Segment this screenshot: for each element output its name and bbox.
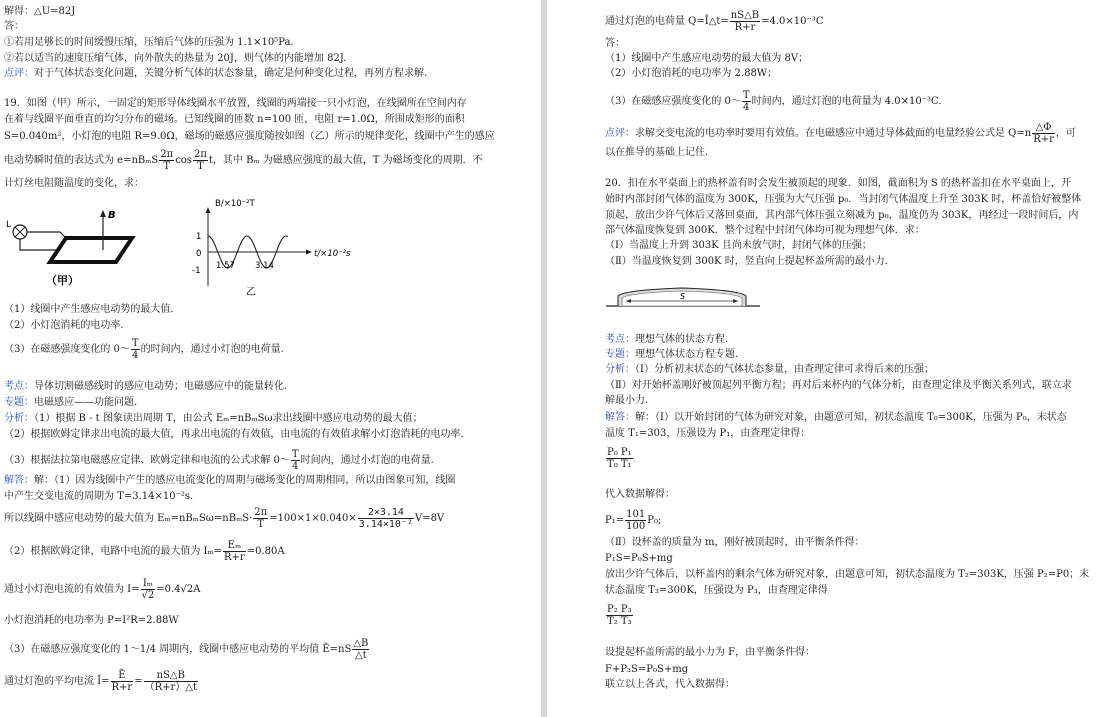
zhuanti-line	[605, 349, 738, 361]
text: 导体切割磁感线时的感应电动势；电磁感应中的能量转化.	[34, 381, 288, 392]
text: 时间内，通过灯泡的电荷量为 4.0×10⁻³C.	[751, 96, 942, 107]
jieda-line: （Ⅱ）设杯盖的质量为 m，刚好被顶起时，由平衡条件得：	[605, 537, 865, 548]
tag: 解答：	[4, 475, 34, 486]
fraction	[111, 670, 134, 693]
denominator: （R+r）△t	[144, 682, 198, 693]
comment-text: 对于气体状态变化问题，关键分析气体的状态参量，确定是何种变化过程，再列方程求解.	[34, 68, 428, 79]
text: （Ⅰ）分析初末状态的气体状态参量，由查理定律可求得后来的压强；	[635, 364, 934, 375]
text: 通过灯泡的平均电流 Ī=	[4, 676, 110, 687]
fraction	[606, 604, 633, 627]
text: （3）根据法拉第电磁感应定律、欧姆定律和电流的公式求解 0～	[4, 455, 290, 466]
denominator: R+r	[734, 22, 756, 33]
comment-tag: 点评：	[4, 68, 34, 79]
text: 电动势瞬时值的表达式为 e=nBₘS	[4, 155, 159, 166]
denominator: R+r	[1033, 134, 1054, 145]
comment-line: 以在推导的基础上记住.	[605, 147, 709, 158]
jieda-line	[605, 412, 1067, 424]
b-label: B	[108, 210, 116, 221]
denominator: T	[257, 519, 265, 530]
denominator: 4	[132, 350, 139, 361]
denominator: △t	[354, 650, 367, 661]
text: 解：（1）因为线圈中产生的感应电流变化的周期与磁场变化的周期相同，所以由图象可知，线圈	[34, 475, 456, 486]
question-line: 计灯丝电阻随温度的变化，求：	[4, 178, 144, 189]
text: 通过灯泡的电荷量 Q=Ī△t=	[605, 16, 729, 27]
fraction	[742, 90, 751, 113]
fenxi-line	[4, 449, 434, 472]
equation-line	[4, 578, 201, 601]
numerator: 2π	[193, 149, 207, 160]
tag: 考点：	[605, 334, 635, 345]
numerator: nS△B	[144, 670, 198, 682]
jieda-line: 联立以上各式，代入数据得：	[605, 679, 735, 690]
fraction	[352, 638, 369, 661]
text: 解：（Ⅰ）以开始封闭的气体为研究对象，由题意可知，初状态温度 T₀=300K，压强为 P₀，末状态	[635, 412, 1067, 423]
text: P₀;	[647, 515, 662, 526]
lamp-label: L	[6, 220, 12, 230]
text: =0.4√2A	[156, 584, 201, 595]
fraction	[193, 149, 208, 172]
denominator: 100	[626, 521, 646, 532]
jieda-line: 中产生交变电流的周期为 T=3.14×10⁻²s.	[4, 491, 194, 502]
b-arrowhead	[100, 210, 106, 217]
text: ，可	[1055, 128, 1076, 139]
equation-line	[4, 638, 370, 661]
subquestion: （2）小灯泡消耗的电功率.	[4, 320, 124, 331]
fenxi-line: （2）根据欧姆定律求出电流的最大值，再求出电流的有效值，由电流的有效值求解小灯泡消耗的电功率.	[4, 429, 464, 440]
right-page	[548, 0, 1119, 717]
text: 所以线圈中感应电动势的最大值为 Eₘ=nBₘSω=nBₘS·	[4, 513, 253, 524]
figure-cup-lid	[604, 276, 764, 316]
jieda-line: 设提起杯盖所需的最小力为 F，由平衡条件得：	[605, 647, 816, 658]
tag: 分析：	[605, 364, 635, 375]
fraction	[291, 449, 300, 472]
area-label: S	[680, 292, 686, 301]
fraction	[606, 447, 633, 470]
tag: 考点：	[4, 381, 34, 392]
denominator: T	[197, 161, 204, 172]
text: t，其中 Bₘ 为磁感应强度的最大值，T 为磁场变化的周期．不	[208, 155, 483, 166]
denominator: √2	[141, 590, 155, 601]
text: 的时间内，通过小灯泡的电荷量.	[140, 344, 284, 355]
question-line: S=0.040m²，小灯泡的电阻 R=9.0Ω，磁场的磁感应强度随按如图（乙）所示的规律变化，线圈中产生的感应	[4, 131, 495, 142]
jieda-line: 温度 T₁=303，压强设为 P₁，由查理定律得：	[605, 428, 811, 439]
x-axis-label: t/×10⁻²s	[314, 249, 351, 259]
numerator: nS△B	[730, 10, 760, 21]
tick-label: 3.14	[255, 261, 274, 271]
tag: 专题：	[605, 349, 635, 360]
tick-label: 0	[196, 249, 202, 259]
tick-label: 1	[196, 232, 202, 242]
text: 理想气体状态方程专题.	[635, 349, 739, 360]
question-line: 在着与线圈平面垂直的均匀分布的磁场。已知线圈的匝数 n=100 匝，电阻 r=1.0Ω，所围成矩形的面积	[4, 114, 465, 125]
text: （2）根据欧姆定律，电路中电流的最大值为 Iₘ=	[4, 546, 223, 557]
question-line: 顶起，放出少许气体后又落回桌面，其内部气体压强立刻减为 p₀，温度仍为 303K，再经过一段时间后，内	[605, 210, 1079, 221]
y-axis-label: B/×10⁻²T	[215, 199, 255, 209]
denominator: T₀ T₁	[607, 459, 632, 470]
numerator: Iₘ	[141, 578, 156, 590]
denominator: T₂ T₃	[607, 616, 632, 627]
text: V=8V	[414, 513, 445, 524]
subquestion: （1）线圈中产生感应电动势的最大值.	[4, 304, 174, 315]
numerator: Eₘ	[223, 540, 246, 552]
fraction	[358, 507, 414, 530]
coil-frame	[50, 238, 132, 262]
numerator: 2π	[254, 507, 268, 518]
fraction	[141, 578, 156, 601]
text: （3）在磁感强度变化的 0～	[4, 344, 130, 355]
text: （3）在磁感应强度变化的 1～1/4 周期内，线圈中感应电动势的平均值 Ē=nS	[4, 644, 352, 655]
numerator: T	[291, 449, 299, 460]
fraction	[159, 149, 174, 172]
jieda-line	[4, 475, 455, 487]
fraction	[223, 540, 246, 563]
numerator: 2π	[160, 149, 174, 160]
text-line	[605, 90, 942, 113]
fraction	[730, 10, 760, 33]
numerator: 101	[626, 509, 646, 520]
page-divider	[541, 0, 547, 717]
numerator: △B	[353, 638, 369, 649]
denominator: 4	[292, 461, 299, 472]
equation-line: F+P₃S=P₀S+mg	[605, 664, 689, 675]
equation-line	[605, 604, 634, 627]
left-page	[0, 0, 540, 717]
equation-line	[605, 447, 634, 470]
text: （1）根据 B - t 图象读出周期 T，由公式 Eₘ=nBₘSω求出线圈中感应电动势的最大值；	[34, 413, 423, 424]
denominator: 3.14×10⁻²	[358, 519, 413, 530]
equation-line	[4, 507, 444, 530]
x-axis-arrow	[306, 250, 312, 255]
kaodian-line	[4, 381, 287, 393]
fraction	[1032, 122, 1055, 145]
numerator: T	[131, 338, 139, 349]
text-line: （1）线圈中产生感应电动势的最大值为 8V；	[605, 53, 809, 64]
fenxi-line	[605, 364, 934, 376]
numerator: P₀ P₁	[607, 447, 632, 458]
figure-jia	[4, 200, 154, 290]
tag: 解答：	[605, 412, 635, 423]
comment-line	[4, 68, 427, 80]
fenxi-line: 解最小力.	[605, 395, 649, 406]
numerator: △Φ	[1032, 122, 1055, 134]
text: 求解交变电流的电功率时要用有效值。在电磁感应中通过导体截面的电量经验公式是 Q=n	[635, 128, 1032, 139]
fraction	[131, 338, 140, 361]
subquestion	[4, 338, 284, 361]
figure-caption: （甲）	[46, 274, 79, 287]
numerator: 2×3.14	[358, 507, 414, 519]
question-line: 19．如图（甲）所示，一固定的矩形导体线圈水平放置，线圈的两端接一只小灯泡，在线圈所在空间内存	[4, 98, 467, 109]
zhuanti-line	[4, 397, 137, 409]
numerator: Ē	[111, 670, 134, 682]
equation-line: 小灯泡消耗的电功率为 P=I²R=2.88W	[4, 615, 179, 626]
tag: 专题：	[4, 397, 34, 408]
equation-line	[4, 670, 199, 693]
jieda-line: 放出少许气体后，以杯盖内的剩余气体为研究对象，由题意可知，初状态温度为 T₂=303K，压强 P₂=P0；末	[605, 569, 1090, 580]
fraction	[625, 509, 646, 532]
equation-line	[605, 10, 823, 33]
denominator: 4	[743, 102, 750, 113]
denominator: T	[163, 161, 171, 172]
text: P₁=	[605, 515, 625, 526]
numerator: T	[742, 90, 750, 101]
tag: 点评：	[605, 128, 635, 139]
text: 时间内，通过小灯泡的电荷量.	[300, 455, 434, 466]
y-axis-arrow	[206, 207, 211, 213]
figure-yi-graph	[184, 194, 364, 298]
jieda-line: 状态温度 T₃=300K，压强设为 P₃，由查理定律得	[605, 585, 828, 596]
question-line: （Ⅰ）当温度上升到 303K 且尚未放气时，封闭气体的压强；	[605, 240, 872, 251]
text: 电磁感应——功能问题.	[34, 397, 138, 408]
numerator: P₂ P₃	[607, 604, 632, 615]
fraction	[253, 507, 268, 530]
tag: 分析：	[4, 413, 34, 424]
denominator: R+r	[224, 552, 245, 563]
text-line: （2）小灯泡消耗的电功率为 2.88W；	[605, 68, 778, 79]
question-line: 20．扣在水平桌面上的热杯盖有时会发生被顶起的现象．如图，截面积为 S 的热杯盖扣在水平桌面上，开	[605, 178, 1071, 189]
question-line: （Ⅱ）当温度恢复到 300K 时，竖直向上提起杯盖所需的最小力.	[605, 256, 888, 267]
text: =4.0×10⁻³C	[761, 16, 824, 27]
wire	[27, 232, 68, 240]
tick-label: -1	[192, 266, 201, 276]
denominator: R+r	[111, 682, 133, 693]
question-line: 始时内部封闭气体的温度为 300K，压强为大气压强 p₀．当封闭气体温度上升至 303K 时，杯盖恰好被整体	[605, 194, 1082, 205]
question-line	[4, 149, 483, 172]
question-line: 部气体温度恢复到 300K．整个过程中封闭气体均可视为理想气体．求：	[605, 225, 925, 236]
kaodian-line	[605, 334, 728, 346]
text: cos	[175, 155, 192, 166]
text: 通过小灯泡电流的有效值为 I=	[4, 584, 140, 595]
fraction	[144, 670, 198, 693]
tick-label: 1.57	[216, 261, 235, 271]
text: 理想气体的状态方程.	[635, 334, 729, 345]
jieda-line: 代入数据解得：	[605, 489, 675, 500]
equation-line: P₁S=P₀S+mg	[605, 553, 673, 564]
text: （3）在磁感应强度变化的 0～	[605, 96, 741, 107]
comment-line	[605, 122, 1076, 145]
fenxi-line	[4, 413, 423, 425]
text-line: ①若用足够长的时间缓慢压缩，压缩后气体的压强为 1.1×10⁵Pa.	[4, 37, 294, 48]
figure-caption: 乙	[246, 287, 256, 298]
text-line: 答：	[605, 38, 625, 49]
equation-line	[4, 540, 285, 563]
text: =0.80A	[246, 546, 285, 557]
text-line: 答：	[4, 21, 24, 32]
text-line: ②若以适当的速度压缩气体，向外散失的热量为 20J，则气体的内能增加 82J.	[4, 53, 347, 64]
equation-line	[605, 509, 661, 532]
text-line: 解得：△U=82J	[4, 6, 76, 17]
text: =	[134, 676, 143, 687]
text: =100×1×0.040×	[269, 513, 357, 524]
fenxi-line: （Ⅱ）对开始杯盖刚好被顶起列平衡方程；再对后来杯内的气体分析，由查理定律及平衡关系列式，联立求	[605, 380, 1072, 391]
